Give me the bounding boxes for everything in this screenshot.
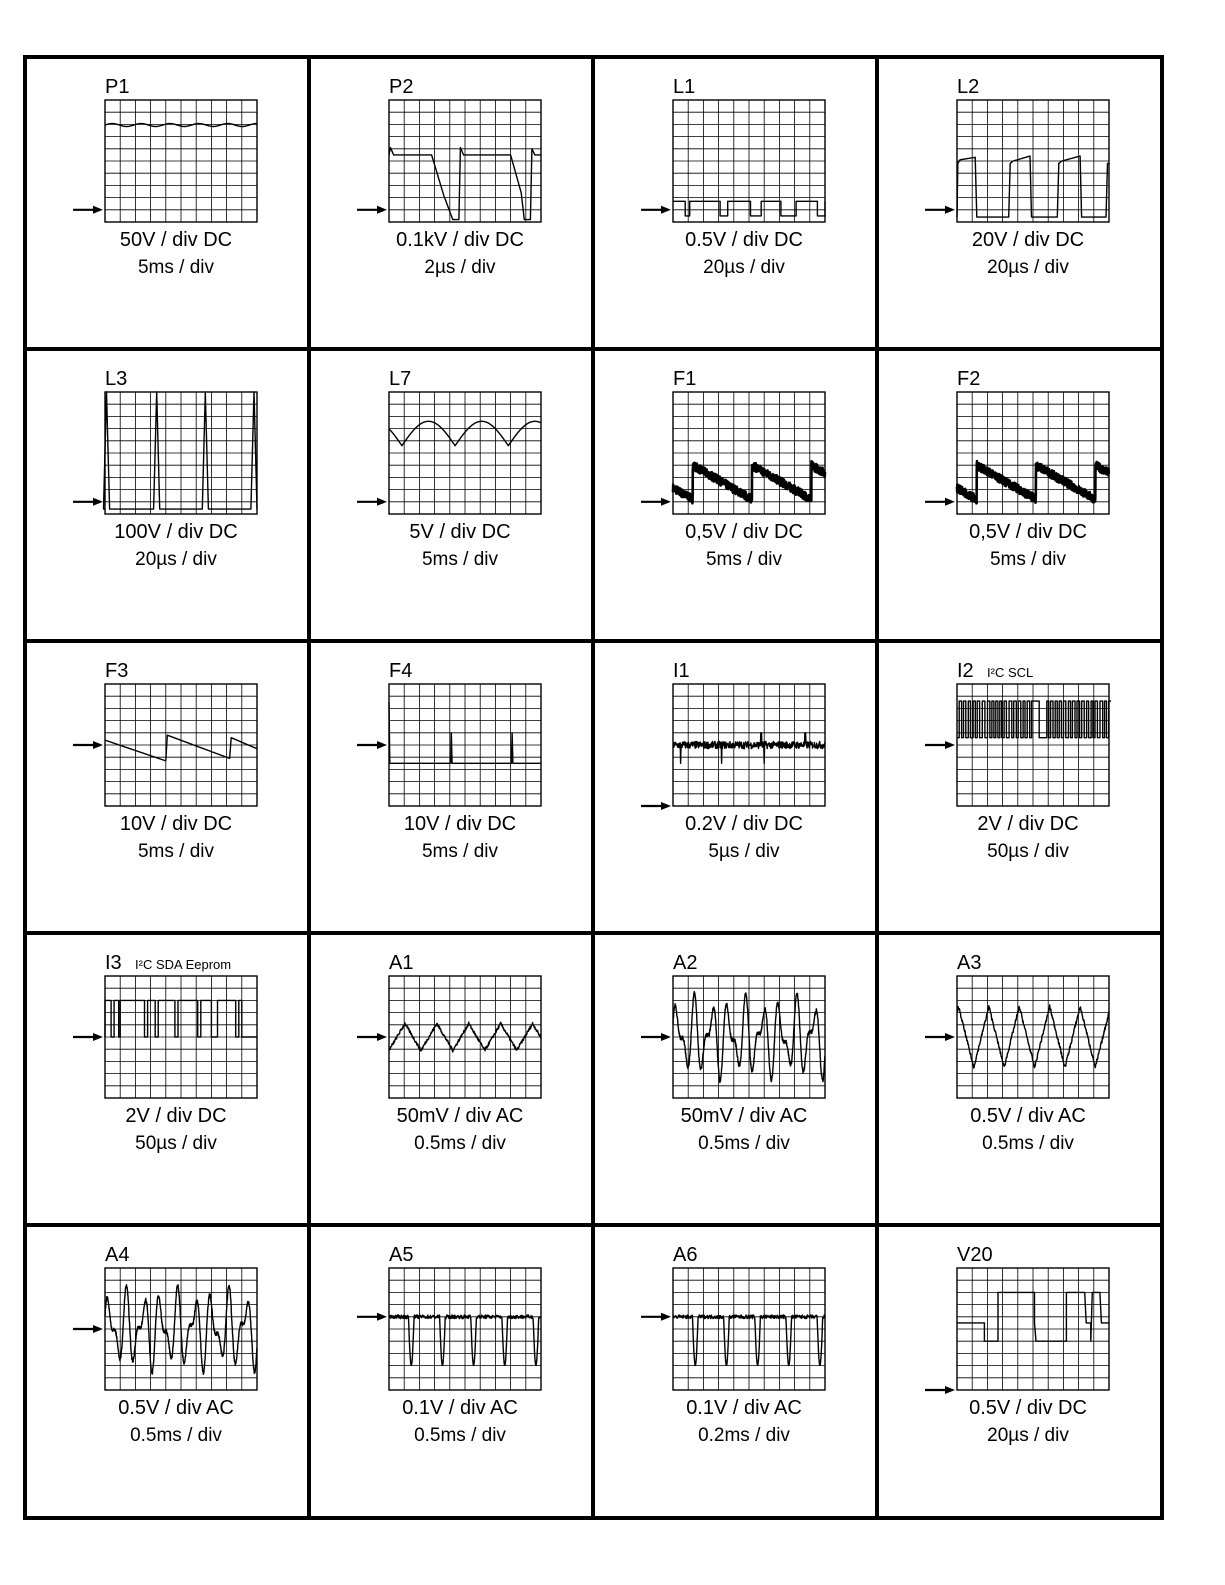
volts-per-div: 10V / div DC — [119, 813, 233, 835]
panel-label: F1 — [673, 368, 697, 390]
time-per-div: 0.2ms / div — [698, 1425, 790, 1446]
time-per-div: 0.5ms / div — [130, 1425, 222, 1446]
panel-label: I1 — [673, 660, 690, 682]
panel-label: A5 — [389, 1244, 414, 1266]
arrow-head-icon — [661, 1313, 671, 1321]
arrow-head-icon — [661, 498, 671, 506]
panel-label: P2 — [389, 76, 414, 98]
time-per-div: 5µs / div — [708, 841, 780, 862]
panel-label: A1 — [389, 952, 414, 974]
waveform-panel-a1 — [357, 952, 541, 1154]
arrow-head-icon — [377, 1033, 387, 1041]
volts-per-div: 0,5V / div DC — [685, 521, 803, 543]
volts-per-div: 50mV / div AC — [680, 1105, 808, 1127]
panel-label: F4 — [389, 660, 413, 682]
volts-per-div: 2V / div DC — [125, 1105, 227, 1127]
volts-per-div: 50mV / div AC — [396, 1105, 524, 1127]
time-per-div: 0.5ms / div — [982, 1133, 1074, 1154]
time-per-div: 5ms / div — [137, 841, 215, 862]
waveform-trace — [957, 701, 1111, 738]
volts-per-div: 0.2V / div DC — [685, 813, 803, 835]
waveform-panel-a6 — [641, 1244, 825, 1446]
arrow-head-icon — [377, 1313, 387, 1321]
time-per-div: 5ms / div — [989, 549, 1067, 570]
waveform-panel-i3 — [73, 952, 257, 1154]
panel-label: P1 — [105, 76, 130, 98]
arrow-head-icon — [93, 498, 103, 506]
waveform-panel-f2 — [925, 368, 1109, 570]
arrow-head-icon — [93, 1033, 103, 1041]
waveform-panel-f1 — [641, 368, 825, 570]
arrow-head-icon — [945, 741, 955, 749]
waveform-panel-a5 — [357, 1244, 541, 1446]
waveform-panel-p1 — [73, 76, 257, 278]
waveform-panel-l1 — [641, 76, 825, 278]
panel-subtitle: I²C SCL — [987, 665, 1034, 680]
panel-label: V20 — [957, 1244, 993, 1266]
volts-per-div: 2V / div DC — [977, 813, 1079, 835]
waveform-trace — [104, 392, 258, 509]
volts-per-div: 0.1V / div AC — [402, 1397, 518, 1419]
arrow-head-icon — [661, 1033, 671, 1041]
volts-per-div: 0.5V / div AC — [970, 1105, 1086, 1127]
panel-subtitle: I²C SDA Eeprom — [135, 957, 232, 972]
panel-label: F2 — [957, 368, 981, 390]
arrow-head-icon — [93, 206, 103, 214]
panel-label: A2 — [673, 952, 698, 974]
time-per-div: 50µs / div — [135, 1133, 217, 1154]
volts-per-div: 0.1kV / div DC — [396, 229, 524, 251]
time-per-div: 0.5ms / div — [414, 1133, 506, 1154]
volts-per-div: 0.5V / div AC — [118, 1397, 234, 1419]
time-per-div: 5ms / div — [705, 549, 783, 570]
panel-label: A4 — [105, 1244, 130, 1266]
arrow-head-icon — [377, 498, 387, 506]
time-per-div: 20µs / div — [987, 257, 1069, 278]
volts-per-div: 5V / div DC — [409, 521, 511, 543]
arrow-head-icon — [945, 1386, 955, 1394]
panel-label: L1 — [673, 76, 696, 98]
panel-label: L2 — [957, 76, 980, 98]
waveform-panel-l2 — [925, 76, 1109, 278]
time-per-div: 5ms / div — [137, 257, 215, 278]
time-per-div: 5ms / div — [421, 549, 499, 570]
panel-label: I2 — [957, 660, 974, 682]
arrow-head-icon — [661, 802, 671, 810]
waveform-panel-a4 — [73, 1244, 257, 1446]
time-per-div: 20µs / div — [987, 1425, 1069, 1446]
arrow-head-icon — [945, 206, 955, 214]
volts-per-div: 100V / div DC — [114, 521, 238, 543]
waveform-panel-l3 — [73, 368, 257, 570]
waveform-panel-p2 — [357, 76, 541, 278]
time-per-div: 20µs / div — [135, 549, 217, 570]
time-per-div: 0.5ms / div — [698, 1133, 790, 1154]
volts-per-div: 0.1V / div AC — [686, 1397, 802, 1419]
time-per-div: 0.5ms / div — [414, 1425, 506, 1446]
arrow-head-icon — [945, 1033, 955, 1041]
volts-per-div: 50V / div DC — [119, 229, 233, 251]
waveform-panel-v20 — [925, 1244, 1109, 1446]
waveform-panel-i2 — [925, 660, 1111, 862]
waveform-panel-i1 — [641, 660, 825, 862]
panel-label: I3 — [105, 952, 122, 974]
time-per-div: 50µs / div — [987, 841, 1069, 862]
time-per-div: 20µs / div — [703, 257, 785, 278]
waveform-panel-f3 — [73, 660, 257, 862]
time-per-div: 5ms / div — [421, 841, 499, 862]
waveform-panel-a3 — [925, 952, 1109, 1154]
waveform-panel-l7 — [357, 368, 541, 570]
time-per-div: 2µs / div — [424, 257, 496, 278]
volts-per-div: 20V / div DC — [971, 229, 1085, 251]
panel-label: L7 — [389, 368, 412, 390]
volts-per-div: 0.5V / div DC — [969, 1397, 1087, 1419]
panel-label: A6 — [673, 1244, 698, 1266]
arrow-head-icon — [93, 741, 103, 749]
volts-per-div: 0,5V / div DC — [969, 521, 1087, 543]
volts-per-div: 0.5V / div DC — [685, 229, 803, 251]
arrow-head-icon — [93, 1325, 103, 1333]
waveform-panel-a2 — [641, 952, 825, 1154]
panel-label: L3 — [105, 368, 128, 390]
waveform-panel-f4 — [357, 660, 541, 862]
arrow-head-icon — [377, 741, 387, 749]
panel-label: A3 — [957, 952, 982, 974]
arrow-head-icon — [945, 498, 955, 506]
panel-label: F3 — [105, 660, 129, 682]
arrow-head-icon — [661, 206, 671, 214]
volts-per-div: 10V / div DC — [403, 813, 517, 835]
arrow-head-icon — [377, 206, 387, 214]
